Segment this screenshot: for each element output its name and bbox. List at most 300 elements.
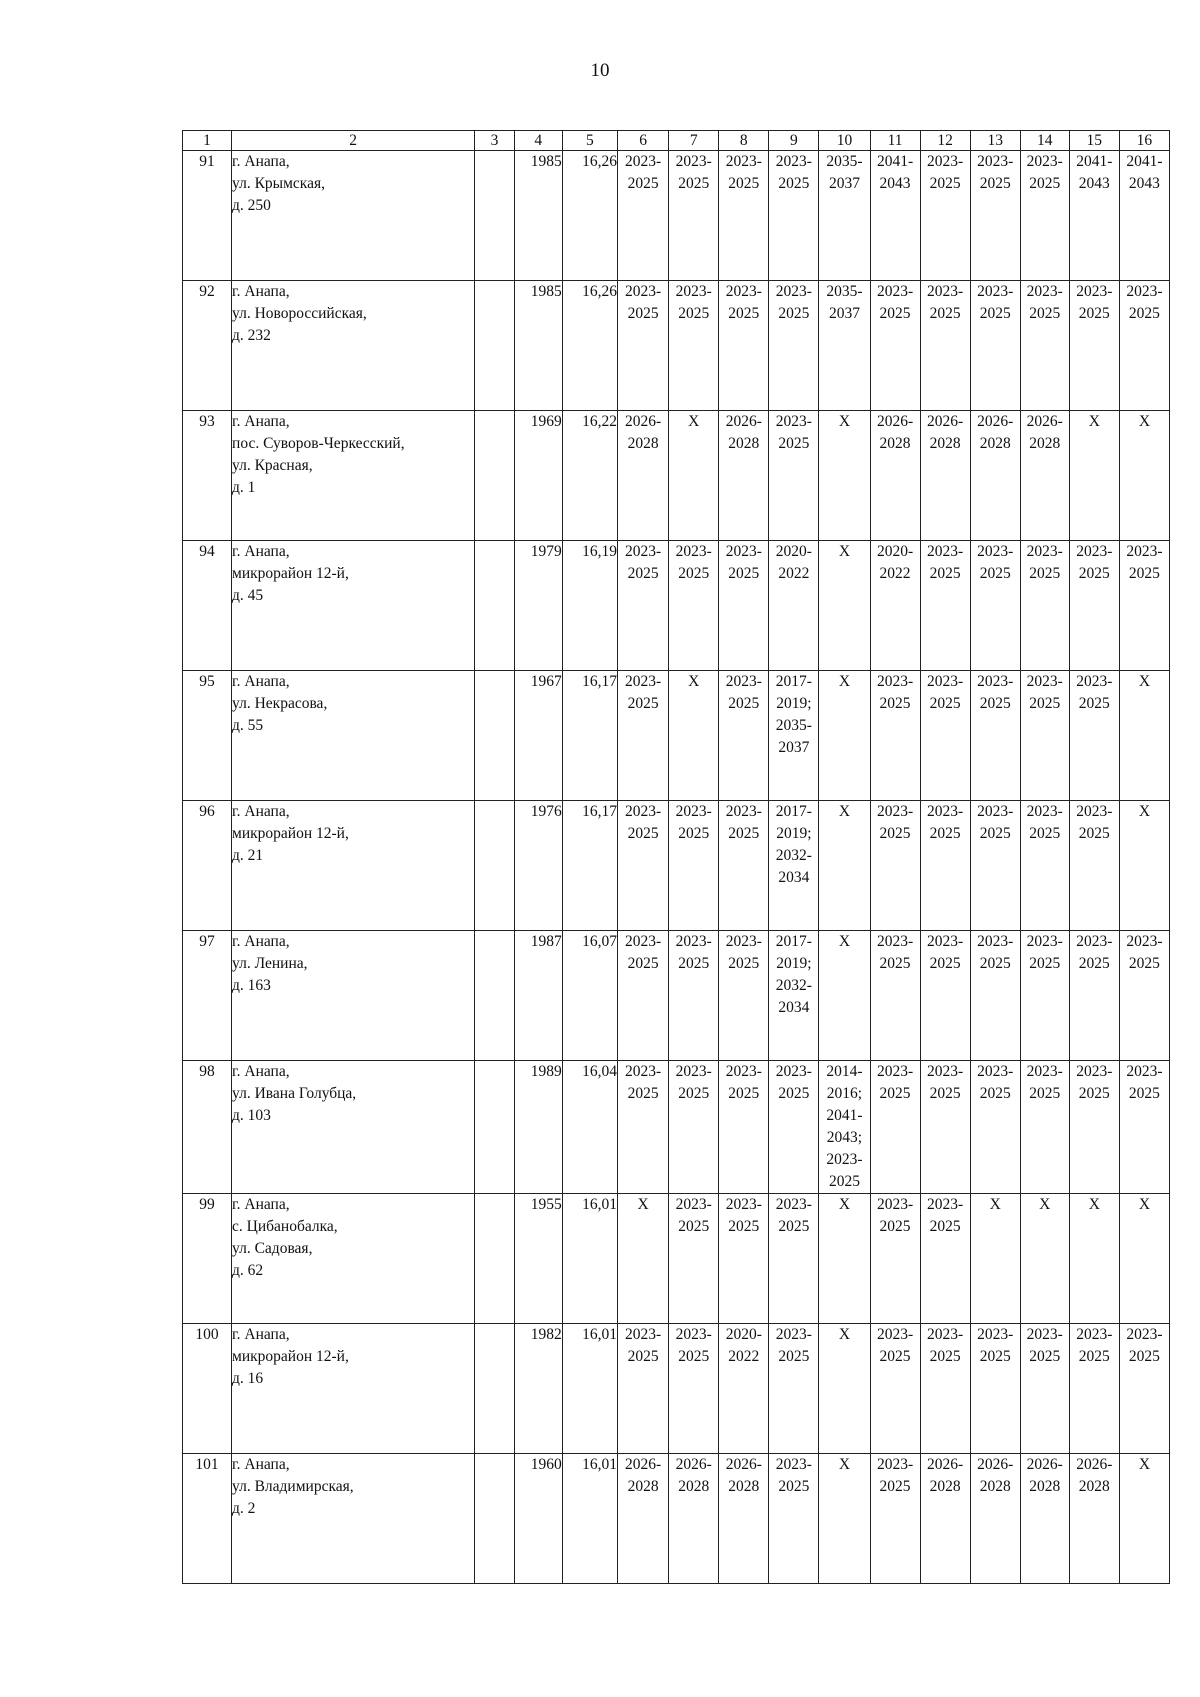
period-line: 2023- [625,673,662,690]
address-line: д. 2 [232,1500,256,1517]
period-line: 2026- [725,413,762,430]
period-line: 2025 [1029,1348,1061,1365]
row-number: 98 [183,1061,232,1194]
period-cell-col-13 [970,671,1020,801]
table-row [183,541,1170,671]
period-line: 2025 [1128,565,1160,582]
period-line: 2023- [675,1063,712,1080]
column-header-11: 11 [870,131,920,151]
period-line: X [838,1326,851,1343]
period-line: 2017- [775,933,812,950]
year-cell: 1987 [514,931,562,1061]
period-cell-col-7 [669,1324,719,1454]
period-line: 2025 [728,695,760,712]
period-line: 2023- [1076,673,1113,690]
period-cell-col-15 [1069,151,1119,281]
period-cell-col-6 [618,1061,669,1194]
period-line: 2023- [927,543,964,560]
period-line: 2023- [725,1196,762,1213]
row-number: 99 [183,1194,232,1324]
address-line: г. Анапа, [232,283,290,300]
period-line: 2016; [826,1085,863,1102]
period-cell-col-7 [669,671,719,801]
period-line: 2026- [876,413,914,430]
column-3-cell [475,671,515,801]
period-cell-col-6 [618,541,669,671]
column-3-cell [475,1454,515,1584]
address-cell [232,151,475,281]
period-line: 2035- [775,717,812,734]
period-cell-col-10 [819,1324,870,1454]
period-line: 2025 [1029,825,1061,842]
year-cell: 1979 [514,541,562,671]
period-line: X [838,1196,851,1213]
period-line: 2025 [879,1348,911,1365]
period-line: 2025 [627,1348,659,1365]
table-body [183,151,1170,1584]
period-line: 2041- [1076,153,1113,170]
address-line: г. Анапа, [232,673,290,690]
period-cell-col-12 [920,671,970,801]
period-cell-col-7 [669,281,719,411]
period-line: 2023- [675,1196,712,1213]
period-line: 2025 [929,565,961,582]
period-line: 2028 [627,1478,659,1495]
period-line: 2028 [1029,1478,1061,1495]
period-line: 2023- [675,933,712,950]
address-cell [232,541,475,671]
area-cell: 16,17 [562,801,617,931]
period-line: 2023- [1076,1063,1113,1080]
period-cell-col-8 [719,281,769,411]
column-3-cell [475,801,515,931]
period-cell-col-9 [769,411,819,541]
period-cell-col-15 [1069,1194,1119,1324]
period-line: 2025 [678,1085,710,1102]
period-cell-col-9 [769,671,819,801]
period-line: 2025 [778,1478,810,1495]
period-line: 2023- [1026,283,1063,300]
period-cell-col-13 [970,281,1020,411]
period-line: 2032- [775,977,812,994]
period-line: 2028 [627,435,659,452]
period-line: X [1138,1456,1151,1473]
row-number: 94 [183,541,232,671]
period-line: 2023- [1126,1326,1163,1343]
period-line: X [1138,1196,1151,1213]
period-cell-col-7 [669,1061,719,1194]
period-line: 2014- [826,1063,863,1080]
period-line: 2025 [1029,305,1061,322]
period-line: 2023- [775,153,812,170]
period-cell-col-8 [719,931,769,1061]
period-line: 2017- [775,673,812,690]
table-row [183,1324,1170,1454]
period-line: 2023- [826,1151,863,1168]
period-line: 2026- [1026,1456,1063,1473]
period-line: 2025 [979,175,1011,192]
column-3-cell [475,1194,515,1324]
period-line: 2028 [929,1478,961,1495]
column-header-13: 13 [970,131,1020,151]
period-line: 2026- [625,413,662,430]
address-line: с. Цибанобалка, [232,1218,338,1235]
period-line: 2026- [725,1456,762,1473]
period-cell-col-10 [819,1454,870,1584]
period-line: 2025 [1128,955,1160,972]
period-line: 2017- [775,803,812,820]
table-row [183,931,1170,1061]
period-line: 2019; [776,695,812,712]
period-line: 2026- [675,1456,712,1473]
period-line: 2023- [625,543,662,560]
period-line: 2023- [1126,283,1163,300]
period-line: 2043 [1128,175,1160,192]
address-line: д. 163 [232,977,271,994]
address-line: ул. Владимирская, [232,1478,354,1495]
period-line: 2028 [879,435,911,452]
period-line: 2025 [627,955,659,972]
period-cell-col-14 [1020,281,1069,411]
period-cell-col-10 [819,931,870,1061]
period-line: 2023- [876,1196,914,1213]
period-line: 2025 [879,1085,911,1102]
period-line: 2023- [1026,1063,1063,1080]
period-line: 2025 [929,695,961,712]
row-number: 95 [183,671,232,801]
period-cell-col-16 [1119,1061,1169,1194]
period-cell-col-8 [719,671,769,801]
column-header-7: 7 [669,131,719,151]
period-cell-col-14 [1020,541,1069,671]
period-cell-col-11 [870,671,920,801]
address-cell [232,801,475,931]
column-3-cell [475,411,515,541]
period-cell-col-9 [769,281,819,411]
period-line: 2023- [876,803,914,820]
period-cell-col-10 [819,801,870,931]
period-line: 2023- [1026,803,1063,820]
period-cell-col-9 [769,931,819,1061]
address-line: г. Анапа, [232,153,290,170]
period-line: 2022 [879,565,911,582]
period-line: 2025 [728,175,760,192]
address-cell [232,1194,475,1324]
period-cell-col-11 [870,931,920,1061]
table-row [183,281,1170,411]
row-number: 96 [183,801,232,931]
period-line: 2025 [778,305,810,322]
period-cell-col-12 [920,801,970,931]
address-line: г. Анапа, [232,1196,290,1213]
year-cell: 1985 [514,281,562,411]
period-line: X [838,933,851,950]
period-cell-col-14 [1020,151,1069,281]
period-cell-col-16 [1119,151,1169,281]
year-cell: 1955 [514,1194,562,1324]
period-line: 2025 [1078,565,1110,582]
period-line: 2023- [927,153,964,170]
period-line: 2022 [728,1348,760,1365]
period-cell-col-6 [618,931,669,1061]
period-cell-col-7 [669,411,719,541]
period-line: 2023- [1126,1063,1163,1080]
column-3-cell [475,931,515,1061]
period-line: 2028 [979,435,1011,452]
column-header-14: 14 [1020,131,1069,151]
period-cell-col-9 [769,801,819,931]
table-row [183,671,1170,801]
year-cell: 1969 [514,411,562,541]
address-line: ул. Ленина, [232,955,308,972]
period-line: 2023- [927,933,964,950]
period-line: X [1088,413,1100,430]
address-line: ул. Красная, [232,457,313,474]
period-line: X [1138,413,1151,430]
period-line: 2025 [879,825,911,842]
period-line: 2023- [1126,543,1163,560]
period-line: 2026- [1076,1456,1113,1473]
period-cell-col-15 [1069,931,1119,1061]
period-line: 2025 [1128,305,1160,322]
column-header-10: 10 [819,131,870,151]
period-line: 2025 [627,175,659,192]
column-header-6: 6 [618,131,669,151]
address-line: д. 62 [232,1262,264,1279]
period-line: 2025 [1078,695,1110,712]
address-line: ул. Новороссийская, [232,305,367,322]
period-cell-col-10 [819,541,870,671]
period-line: 2025 [1029,565,1061,582]
address-line: г. Анапа, [232,933,290,950]
period-cell-col-14 [1020,671,1069,801]
table-row [183,151,1170,281]
period-line: 2025 [929,305,961,322]
period-line: 2025 [1029,955,1061,972]
period-cell-col-9 [769,1454,819,1584]
address-line: микрорайон 12-й, [232,825,349,842]
year-cell: 1976 [514,801,562,931]
period-line: 2023- [625,1326,662,1343]
period-line: 2025 [1078,955,1110,972]
table-row [183,1061,1170,1194]
column-3-cell [475,1324,515,1454]
period-cell-col-14 [1020,1324,1069,1454]
period-line: 2023- [876,283,914,300]
period-line: 2028 [678,1478,710,1495]
period-line: 2035- [826,153,863,170]
period-cell-col-13 [970,541,1020,671]
column-header-9: 9 [769,131,819,151]
address-line: г. Анапа, [232,543,290,560]
period-cell-col-6 [618,1454,669,1584]
period-line: 2025 [1078,305,1110,322]
row-number: 91 [183,151,232,281]
period-cell-col-12 [920,411,970,541]
column-header-2: 2 [232,131,475,151]
year-cell: 1967 [514,671,562,801]
period-cell-col-10 [819,151,870,281]
address-line: д. 16 [232,1370,264,1387]
period-line: 2023- [1076,283,1113,300]
period-cell-col-9 [769,1194,819,1324]
year-cell: 1982 [514,1324,562,1454]
period-cell-col-12 [920,1061,970,1194]
address-line: ул. Садовая, [232,1240,313,1257]
period-line: 2019; [776,825,812,842]
period-line: 2023- [725,543,762,560]
period-line: 2025 [728,825,760,842]
period-line: 2025 [1128,1085,1160,1102]
period-cell-col-13 [970,931,1020,1061]
period-cell-col-13 [970,1324,1020,1454]
period-line: 2043; [826,1129,863,1146]
period-line: X [688,673,700,690]
period-line: 2026- [927,413,964,430]
period-line: 2023- [1076,803,1113,820]
period-line: 2023- [1026,1326,1063,1343]
period-line: 2023- [725,283,762,300]
period-cell-col-8 [719,1061,769,1194]
address-line: д. 103 [232,1107,271,1124]
period-line: 2041- [826,1107,863,1124]
period-cell-col-12 [920,281,970,411]
period-line: 2023- [725,153,762,170]
period-cell-col-12 [920,151,970,281]
address-line: д. 250 [232,197,271,214]
column-3-cell [475,541,515,671]
period-cell-col-11 [870,411,920,541]
period-line: 2037 [828,175,860,192]
period-line: 2023- [625,153,662,170]
address-line: д. 55 [232,717,264,734]
period-cell-col-15 [1069,1061,1119,1194]
period-line: 2026- [927,1456,964,1473]
period-line: 2025 [678,305,710,322]
period-line: 2023- [775,1326,812,1343]
period-line: 2032- [775,847,812,864]
period-cell-col-12 [920,1454,970,1584]
period-line: 2025 [678,175,710,192]
period-line: 2022 [778,565,810,582]
period-line: 2028 [929,435,961,452]
period-line: 2025 [879,955,911,972]
period-line: 2025 [728,1218,760,1235]
address-line: ул. Некрасова, [232,695,328,712]
period-line: 2019; [776,955,812,972]
period-line: X [688,413,700,430]
address-line: г. Анапа, [232,1326,290,1343]
address-cell [232,281,475,411]
address-line: г. Анапа, [232,1456,290,1473]
period-line: 2025 [979,565,1011,582]
period-cell-col-6 [618,411,669,541]
table-row [183,411,1170,541]
period-line: 2023- [876,1063,914,1080]
period-line: 2023- [1026,933,1063,950]
period-cell-col-15 [1069,281,1119,411]
period-line: 2034 [778,999,810,1016]
period-line: 2023- [775,1196,812,1213]
header-row [183,131,1170,151]
period-cell-col-7 [669,801,719,931]
table-row [183,1454,1170,1584]
period-line: 2023- [725,803,762,820]
period-cell-col-15 [1069,541,1119,671]
period-line: 2028 [979,1478,1011,1495]
period-line: 2020- [725,1326,762,1343]
column-header-8: 8 [719,131,769,151]
period-cell-col-13 [970,411,1020,541]
period-line: 2023- [927,1326,964,1343]
period-line: 2025 [1128,1348,1160,1365]
period-line: 2043 [879,175,911,192]
period-cell-col-11 [870,1324,920,1454]
period-cell-col-11 [870,541,920,671]
period-line: 2023- [675,803,712,820]
column-3-cell [475,1061,515,1194]
period-line: 2023- [775,1456,812,1473]
period-line: 2025 [778,1218,810,1235]
period-line: 2025 [929,955,961,972]
period-line: 2023- [977,803,1014,820]
column-header-12: 12 [920,131,970,151]
period-line: 2026- [977,1456,1014,1473]
period-cell-col-10 [819,411,870,541]
period-line: 2023- [675,1326,712,1343]
period-line: 2023- [725,933,762,950]
row-number: 101 [183,1454,232,1584]
table-row [183,801,1170,931]
period-line: X [838,1456,851,1473]
period-cell-col-10 [819,1194,870,1324]
table-header [183,131,1170,151]
area-cell: 16,26 [562,151,617,281]
address-line: д. 45 [232,587,264,604]
period-cell-col-16 [1119,1324,1169,1454]
address-line: микрорайон 12-й, [232,565,349,582]
period-line: 2023- [675,543,712,560]
period-line: X [838,543,851,560]
period-cell-col-14 [1020,801,1069,931]
period-cell-col-8 [719,151,769,281]
period-line: 2025 [678,825,710,842]
address-line: г. Анапа, [232,1063,290,1080]
period-cell-col-10 [819,671,870,801]
period-line: 2025 [778,1085,810,1102]
period-line: 2028 [1029,435,1061,452]
row-number: 97 [183,931,232,1061]
period-line: X [1138,803,1151,820]
period-cell-col-11 [870,151,920,281]
period-cell-col-15 [1069,411,1119,541]
period-line: 2041- [1126,153,1163,170]
period-line: 2025 [929,1085,961,1102]
period-line: 2025 [879,695,911,712]
period-line: 2020- [876,543,914,560]
column-3-cell [475,281,515,411]
column-header-16: 16 [1119,131,1169,151]
period-line: 2025 [1029,1085,1061,1102]
period-cell-col-6 [618,801,669,931]
period-line: 2025 [627,1085,659,1102]
area-cell: 16,19 [562,541,617,671]
column-header-5: 5 [562,131,617,151]
period-cell-col-11 [870,801,920,931]
area-cell: 16,07 [562,931,617,1061]
period-line: 2025 [678,1348,710,1365]
period-line: 2023- [977,283,1014,300]
